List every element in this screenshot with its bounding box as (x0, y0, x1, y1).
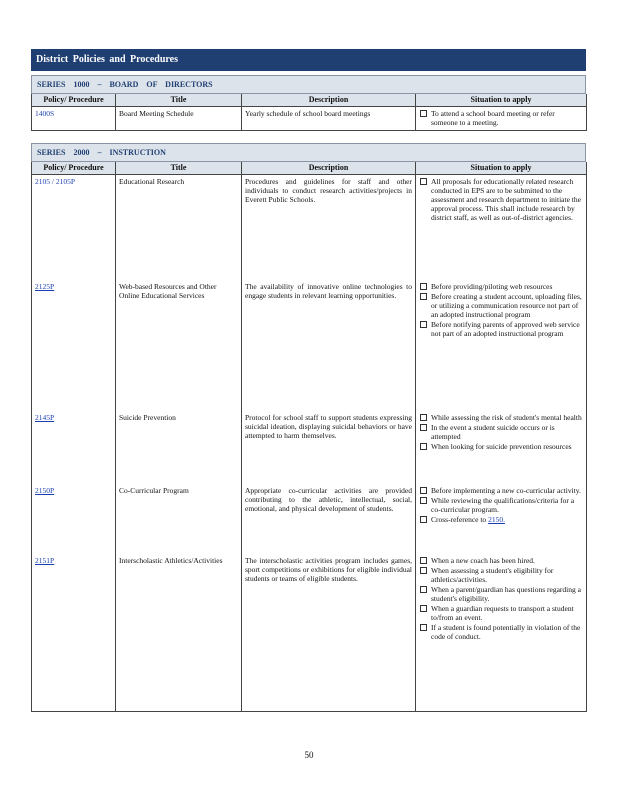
col-header-policy: Policy/ Procedure (32, 94, 116, 107)
policy-link-text[interactable]: 2150P (35, 485, 55, 495)
policy-description: Procedures and guidelines for staff and other individuals to conduct research activities/projects in Everett Public Schools. (242, 175, 416, 280)
col-header-policy: Policy/ Procedure (32, 162, 116, 175)
col-header-description: Description (242, 162, 416, 175)
situation-item (419, 515, 583, 524)
situation-item: All proposals for educationally related research conducted in EPS are to be submitted to the assessment and research department to initiate the approval process. This shall include research by district staff, as well as out-of-district agencies. (419, 177, 583, 222)
col-header-situation: Situation to apply (416, 162, 587, 175)
policy-link-text[interactable]: 2145P (35, 412, 55, 422)
situation-item: Before notifying parents of approved web service not part of an adopted instructional program (419, 320, 583, 338)
situation-item: While assessing the risk of student's mental health (419, 413, 583, 422)
situation-item: Before implementing a new co-curricular activity. (419, 486, 583, 495)
table-header-row (32, 162, 587, 175)
policy-description: Yearly schedule of school board meetings (242, 107, 416, 131)
table-row (32, 411, 587, 484)
situation-item: Before providing/piloting web resources (419, 282, 583, 291)
policy-description: Protocol for school staff to support students expressing suicidal ideation, displaying suicidal behaviors or have attempted to harm themselves. (242, 411, 416, 484)
policy-description: Appropriate co-curricular activities are provided contributing to the athletic, intellectual, social, emotional, and physical development of students. (242, 484, 416, 554)
table-row (32, 175, 587, 280)
policy-title: Board Meeting Schedule (116, 107, 242, 131)
policy-title: Suicide Prevention (116, 411, 242, 484)
policy-link-2105[interactable]: 2105 / 2105P (32, 175, 116, 280)
policy-link-text[interactable]: 2151P (35, 555, 55, 565)
table-row (32, 280, 587, 411)
document-page (31, 49, 586, 712)
col-header-title: Title (116, 162, 242, 175)
situation-item: When looking for suicide prevention resources (419, 442, 583, 451)
table-header-row (32, 94, 587, 107)
policy-description: The availability of innovative online technologies to engage students in relevant learning opportunities. (242, 280, 416, 411)
situation-item: In the event a student suicide occurs or is attempted (419, 423, 583, 441)
cross-reference-link[interactable]: 2150. (488, 514, 505, 524)
page-number: 50 (304, 750, 314, 760)
policy-situations (416, 554, 587, 712)
table-row (32, 554, 587, 712)
policy-title: Educational Research (116, 175, 242, 280)
col-header-title: Title (116, 94, 242, 107)
policy-situations (416, 484, 587, 554)
situation-item: To attend a school board meeting or refer someone to a meeting. (419, 109, 583, 127)
policy-link-2151P[interactable] (32, 554, 116, 712)
policy-title: Co-Curricular Program (116, 484, 242, 554)
policy-title: Web-based Resources and Other Online Educational Services (116, 280, 242, 411)
situation-item: When a new coach has been hired. (419, 556, 583, 565)
series-2000-heading: SERIES 2000 – INSTRUCTION (31, 143, 586, 162)
policy-situations (416, 175, 587, 280)
policy-link-1400S[interactable]: 1400S (32, 107, 116, 131)
situation-item: If a student is found potentially in violation of the code of conduct. (419, 623, 583, 641)
policy-link-2145P[interactable] (32, 411, 116, 484)
page-title: District Policies and Procedures (31, 49, 586, 71)
policy-situations (416, 107, 587, 131)
col-header-situation: Situation to apply (416, 94, 587, 107)
policy-situations (416, 411, 587, 484)
cross-reference-label: Cross-reference to (431, 514, 487, 524)
situation-item: When assessing a student's eligibility for athletics/activities. (419, 566, 583, 584)
policy-title: Interscholastic Athletics/Activities (116, 554, 242, 712)
situation-item: When a parent/guardian has questions regarding a student's eligibility. (419, 585, 583, 603)
policy-description: The interscholastic activities program includes games, sport competitions or exhibitions for eligible individual students or teams of eligible students. (242, 554, 416, 712)
policy-link-2125P[interactable] (32, 280, 116, 411)
situation-item: Before creating a student account, uploading files, or utilizing a communication resource not part of an adopted instructional program (419, 292, 583, 319)
series-1000-heading: SERIES 1000 – BOARD OF DIRECTORS (31, 75, 586, 94)
col-header-description: Description (242, 94, 416, 107)
series-1000-table (31, 94, 587, 131)
situation-item: While reviewing the qualifications/criteria for a co-curricular program. (419, 496, 583, 514)
situation-item: When a guardian requests to transport a student to/from an event. (419, 604, 583, 622)
table-row (32, 107, 587, 131)
policy-link-2150P[interactable] (32, 484, 116, 554)
policy-situations (416, 280, 587, 411)
table-row (32, 484, 587, 554)
policy-link-text[interactable]: 2125P (35, 281, 55, 291)
series-2000-table (31, 162, 587, 712)
